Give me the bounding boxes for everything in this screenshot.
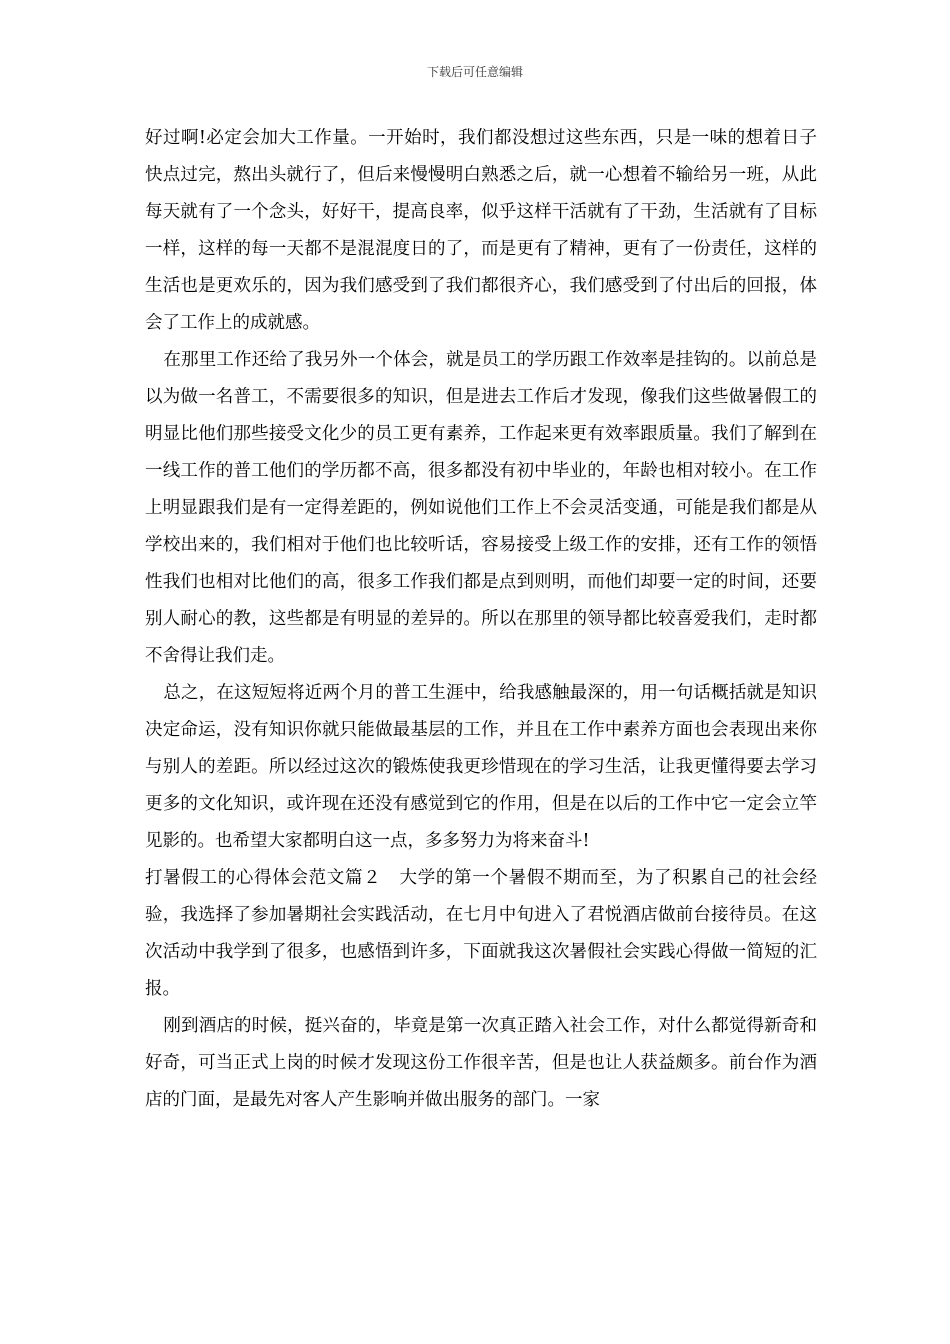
paragraph-5: 刚到酒店的时候，挺兴奋的，毕竟是第一次真正踏入社会工作，对什么都觉得新奇和好奇，可当正式上岗的时候才发现这份工作很辛苦，但是也让人获益颇多。前台作为酒店的门面，是最先对客人产生影响并做出服务的部门。一家	[145, 1016, 817, 1110]
page-header: 下载后可任意编辑	[426, 65, 523, 79]
paragraph-3: 总之，在这短短将近两个月的普工生涯中，给我感触最深的，用一句话概括就是知识决定命运，没有知识你就只能做最基层的工作，并且在工作中素养方面也会表现出来你与别人的差距。所以经过这次的锻炼使我更珍惜现在的学习生活，让我更懂得要去学习更多的文化知识，或许现在还没有感觉到它的作用，但是在以后的工作中它一定会立竿见影的。也希望大家都明白这一点，多多努力为将来奋斗!	[145, 683, 817, 851]
paragraph-2: 在那里工作还给了我另外一个体会，就是员工的学历跟工作效率是挂钩的。以前总是以为做一名普工，不需要很多的知识，但是进去工作后才发现，像我们这些做暑假工的明显比他们那些接受文化少的员工更有素养，工作起来更有效率跟质量。我们了解到在一线工作的普工他们的学历都不高，很多都没有初中毕业的，年龄也相对较小。在工作上明显跟我们是有一定得差距的，例如说他们工作上不会灵活变通，可能是我们都是从学校出来的，我们相对于他们也比较听话，容易接受上级工作的安排，还有工作的领悟性我们也相对比他们的高，很多工作我们都是点到则明，而他们却要一定的时间，还要别人耐心的教，这些都是有明显的差异的。所以在那里的领导都比较喜爱我们，走时都不舍得让我们走。	[145, 350, 817, 666]
paragraph-4: 打暑假工的心得体会范文篇２ 大学的第一个暑假不期而至，为了积累自己的社会经验，我选择了参加暑期社会实践活动，在七月中旬进入了君悦酒店做前台接待员。在这次活动中我学到了很多，也感悟到许多，下面就我这次暑假社会实践心得做一简短的汇报。	[145, 868, 817, 999]
document-body	[145, 120, 817, 1119]
paragraph-1: 好过啊!必定会加大工作量。一开始时，我们都没想过这些东西，只是一味的想着日子快点过完，熬出头就行了，但后来慢慢明白熟悉之后，就一心想着不输给另一班，从此每天就有了一个念头，好好干，提高良率，似乎这样干活就有了干劲，生活就有了目标一样，这样的每一天都不是混混度日的了，而是更有了精神，更有了一份责任，这样的生活也是更欢乐的，因为我们感受到了我们都很齐心，我们感受到了付出后的回报，体会了工作上的成就感。	[145, 128, 817, 333]
